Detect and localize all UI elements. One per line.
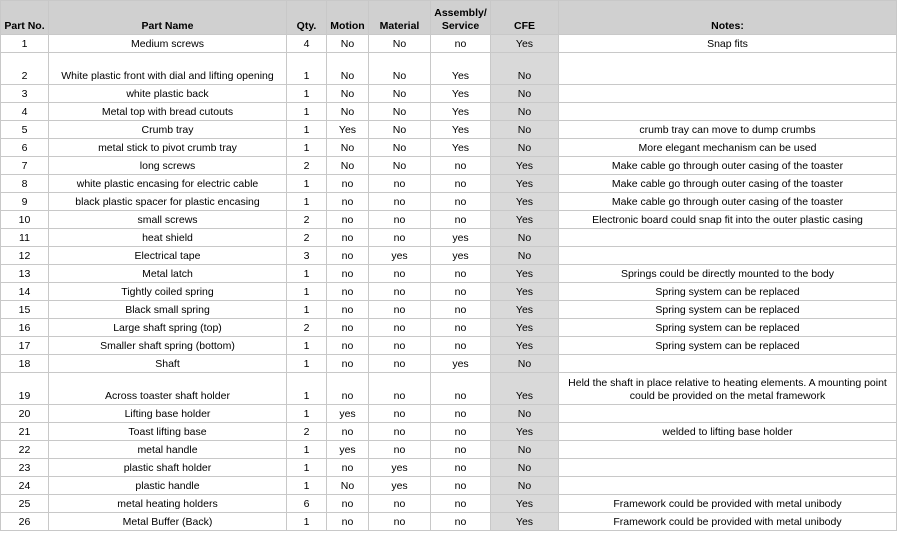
material-cell: No [369,85,431,103]
assembly-cell: no [431,405,491,423]
part-no-cell: 5 [1,121,49,139]
part-name-cell: metal stick to pivot crumb tray [49,139,287,157]
material-cell: yes [369,247,431,265]
part-name-cell: small screws [49,211,287,229]
notes-cell [559,459,897,477]
assembly-cell: Yes [431,121,491,139]
part-name-cell: black plastic spacer for plastic encasing [49,193,287,211]
cfe-cell: Yes [491,265,559,283]
motion-cell: no [327,355,369,373]
cfe-cell: Yes [491,373,559,405]
qty-cell: 1 [287,405,327,423]
motion-cell: No [327,85,369,103]
motion-cell: No [327,139,369,157]
assembly-cell: no [431,373,491,405]
cfe-cell: No [491,355,559,373]
cfe-cell: Yes [491,193,559,211]
qty-cell: 2 [287,319,327,337]
part-name-cell: Medium screws [49,35,287,53]
part-no-cell: 24 [1,477,49,495]
assembly-cell: no [431,513,491,531]
part-no-cell: 23 [1,459,49,477]
part-name-cell: Tightly coiled spring [49,283,287,301]
motion-cell: no [327,301,369,319]
part-no-cell: 4 [1,103,49,121]
qty-cell: 1 [287,265,327,283]
material-cell: no [369,301,431,319]
material-cell: no [369,265,431,283]
motion-cell: no [327,319,369,337]
part-name-cell: White plastic front with dial and lifting opening [49,53,287,85]
part-name-cell: plastic handle [49,477,287,495]
notes-cell: Snap fits [559,35,897,53]
assembly-cell: no [431,157,491,175]
header-material: Material [369,1,431,35]
table-row [1,513,897,531]
assembly-cell: Yes [431,139,491,157]
header-assembly-line2: Service [441,20,480,32]
qty-cell: 1 [287,441,327,459]
part-no-cell: 19 [1,373,49,405]
cfe-cell: No [491,441,559,459]
assembly-cell: no [431,495,491,513]
part-no-cell: 21 [1,423,49,441]
part-name-cell: Metal Buffer (Back) [49,513,287,531]
material-cell: no [369,355,431,373]
assembly-cell: no [431,35,491,53]
part-name-cell: Metal top with bread cutouts [49,103,287,121]
notes-cell: crumb tray can move to dump crumbs [559,121,897,139]
material-cell: No [369,157,431,175]
table-row [1,121,897,139]
assembly-cell: Yes [431,53,491,85]
part-name-cell: Shaft [49,355,287,373]
header-assembly-service [431,1,491,35]
part-name-cell: Large shaft spring (top) [49,319,287,337]
material-cell: No [369,35,431,53]
header-part-no: Part No. [1,1,49,35]
cfe-cell: Yes [491,337,559,355]
notes-cell [559,247,897,265]
material-cell: no [369,193,431,211]
qty-cell: 1 [287,85,327,103]
cfe-cell: Yes [491,319,559,337]
qty-cell: 1 [287,459,327,477]
table-row [1,103,897,121]
material-cell: No [369,121,431,139]
notes-cell [559,441,897,459]
qty-cell: 1 [287,139,327,157]
table-row [1,247,897,265]
part-no-cell: 11 [1,229,49,247]
notes-cell: Framework could be provided with metal unibody [559,495,897,513]
material-cell: yes [369,477,431,495]
part-no-cell: 26 [1,513,49,531]
assembly-cell: Yes [431,85,491,103]
part-no-cell: 1 [1,35,49,53]
part-name-cell: Across toaster shaft holder [49,373,287,405]
cfe-cell: Yes [491,513,559,531]
material-cell: No [369,53,431,85]
qty-cell: 6 [287,495,327,513]
material-cell: No [369,139,431,157]
table-row [1,301,897,319]
notes-cell: Spring system can be replaced [559,319,897,337]
notes-cell: Spring system can be replaced [559,283,897,301]
motion-cell: no [327,229,369,247]
part-no-cell: 8 [1,175,49,193]
part-no-cell: 16 [1,319,49,337]
notes-cell [559,53,897,85]
qty-cell: 1 [287,301,327,319]
table-row [1,355,897,373]
table-row [1,319,897,337]
assembly-cell: no [431,283,491,301]
assembly-cell: no [431,265,491,283]
part-name-cell: Black small spring [49,301,287,319]
motion-cell: No [327,103,369,121]
qty-cell: 1 [287,373,327,405]
motion-cell: no [327,373,369,405]
header-assembly-line1: Assembly/ [434,7,487,19]
notes-cell [559,355,897,373]
part-name-cell: metal handle [49,441,287,459]
motion-cell: No [327,53,369,85]
header-row [1,1,897,35]
material-cell: No [369,103,431,121]
part-no-cell: 9 [1,193,49,211]
part-name-cell: white plastic encasing for electric cable [49,175,287,193]
cfe-cell: Yes [491,35,559,53]
material-cell: no [369,513,431,531]
material-cell: no [369,211,431,229]
assembly-cell: no [431,301,491,319]
motion-cell: no [327,193,369,211]
header-cfe: CFE [491,1,559,35]
material-cell: no [369,373,431,405]
qty-cell: 1 [287,477,327,495]
qty-cell: 1 [287,193,327,211]
material-cell: no [369,423,431,441]
part-name-cell: plastic shaft holder [49,459,287,477]
part-name-cell: Lifting base holder [49,405,287,423]
notes-cell: Framework could be provided with metal unibody [559,513,897,531]
notes-cell: Held the shaft in place relative to heating elements. A mounting point could be provided on the metal framework [559,373,897,405]
cfe-cell: Yes [491,423,559,441]
notes-cell: Spring system can be replaced [559,337,897,355]
part-name-cell: Smaller shaft spring (bottom) [49,337,287,355]
assembly-cell: yes [431,229,491,247]
material-cell: no [369,283,431,301]
table-row [1,265,897,283]
notes-cell [559,477,897,495]
table-row [1,193,897,211]
motion-cell: no [327,423,369,441]
motion-cell: yes [327,405,369,423]
motion-cell: yes [327,441,369,459]
part-no-cell: 3 [1,85,49,103]
part-name-cell: Metal latch [49,265,287,283]
table-row [1,211,897,229]
table-row [1,139,897,157]
part-no-cell: 2 [1,53,49,85]
part-name-cell: metal heating holders [49,495,287,513]
assembly-cell: yes [431,247,491,265]
qty-cell: 1 [287,355,327,373]
motion-cell: no [327,495,369,513]
table-row [1,423,897,441]
motion-cell: No [327,157,369,175]
cfe-cell: Yes [491,283,559,301]
qty-cell: 2 [287,229,327,247]
cfe-cell: No [491,405,559,423]
table-row [1,477,897,495]
assembly-cell: no [431,193,491,211]
notes-cell: Spring system can be replaced [559,301,897,319]
qty-cell: 1 [287,53,327,85]
table-row [1,175,897,193]
header-motion: Motion [327,1,369,35]
motion-cell: no [327,247,369,265]
notes-cell: welded to lifting base holder [559,423,897,441]
qty-cell: 2 [287,211,327,229]
part-no-cell: 22 [1,441,49,459]
part-name-cell: Electrical tape [49,247,287,265]
material-cell: no [369,441,431,459]
assembly-cell: no [431,477,491,495]
part-no-cell: 7 [1,157,49,175]
material-cell: no [369,405,431,423]
material-cell: no [369,175,431,193]
table-row [1,495,897,513]
assembly-cell: no [431,319,491,337]
part-no-cell: 20 [1,405,49,423]
cfe-cell: No [491,121,559,139]
part-no-cell: 13 [1,265,49,283]
table-row [1,229,897,247]
motion-cell: no [327,211,369,229]
table-row [1,405,897,423]
cfe-cell: Yes [491,175,559,193]
part-no-cell: 6 [1,139,49,157]
part-no-cell: 12 [1,247,49,265]
header-part-name: Part Name [49,1,287,35]
qty-cell: 3 [287,247,327,265]
cfe-cell: Yes [491,301,559,319]
part-no-cell: 15 [1,301,49,319]
notes-cell [559,405,897,423]
notes-cell: Electronic board could snap fit into the outer plastic casing [559,211,897,229]
table-row [1,53,897,85]
motion-cell: No [327,35,369,53]
table-row [1,459,897,477]
motion-cell: No [327,477,369,495]
notes-cell: Make cable go through outer casing of the toaster [559,157,897,175]
motion-cell: no [327,459,369,477]
motion-cell: no [327,175,369,193]
assembly-cell: no [431,459,491,477]
motion-cell: no [327,265,369,283]
notes-cell [559,229,897,247]
qty-cell: 1 [287,175,327,193]
qty-cell: 1 [287,283,327,301]
motion-cell: no [327,283,369,301]
part-no-cell: 18 [1,355,49,373]
part-no-cell: 14 [1,283,49,301]
table-row [1,85,897,103]
material-cell: no [369,319,431,337]
cfe-cell: No [491,459,559,477]
assembly-cell: Yes [431,103,491,121]
part-name-cell: Toast lifting base [49,423,287,441]
material-cell: yes [369,459,431,477]
cfe-cell: Yes [491,157,559,175]
motion-cell: Yes [327,121,369,139]
part-no-cell: 25 [1,495,49,513]
motion-cell: no [327,337,369,355]
part-name-cell: long screws [49,157,287,175]
material-cell: no [369,495,431,513]
cfe-cell: No [491,247,559,265]
cfe-cell: No [491,477,559,495]
part-name-cell: white plastic back [49,85,287,103]
table-row [1,283,897,301]
qty-cell: 1 [287,103,327,121]
part-name-cell: Crumb tray [49,121,287,139]
header-notes: Notes: [559,1,897,35]
assembly-cell: no [431,423,491,441]
notes-cell: Make cable go through outer casing of the toaster [559,193,897,211]
assembly-cell: no [431,175,491,193]
cfe-cell: No [491,53,559,85]
cfe-cell: No [491,139,559,157]
table-row [1,337,897,355]
cfe-cell: Yes [491,211,559,229]
assembly-cell: no [431,211,491,229]
assembly-cell: no [431,337,491,355]
table-row [1,373,897,405]
notes-cell: Springs could be directly mounted to the body [559,265,897,283]
assembly-cell: no [431,441,491,459]
notes-cell: Make cable go through outer casing of the toaster [559,175,897,193]
cfe-cell: No [491,85,559,103]
notes-cell [559,103,897,121]
cfe-cell: No [491,103,559,121]
material-cell: no [369,337,431,355]
qty-cell: 1 [287,513,327,531]
material-cell: no [369,229,431,247]
qty-cell: 4 [287,35,327,53]
notes-cell [559,85,897,103]
header-qty: Qty. [287,1,327,35]
part-no-cell: 10 [1,211,49,229]
cfe-cell: Yes [491,495,559,513]
qty-cell: 2 [287,423,327,441]
cfe-cell: No [491,229,559,247]
table-row [1,157,897,175]
table-row [1,441,897,459]
motion-cell: no [327,513,369,531]
part-no-cell: 17 [1,337,49,355]
part-name-cell: heat shield [49,229,287,247]
qty-cell: 1 [287,337,327,355]
assembly-cell: yes [431,355,491,373]
qty-cell: 1 [287,121,327,139]
notes-cell: More elegant mechanism can be used [559,139,897,157]
table-row [1,35,897,53]
qty-cell: 2 [287,157,327,175]
